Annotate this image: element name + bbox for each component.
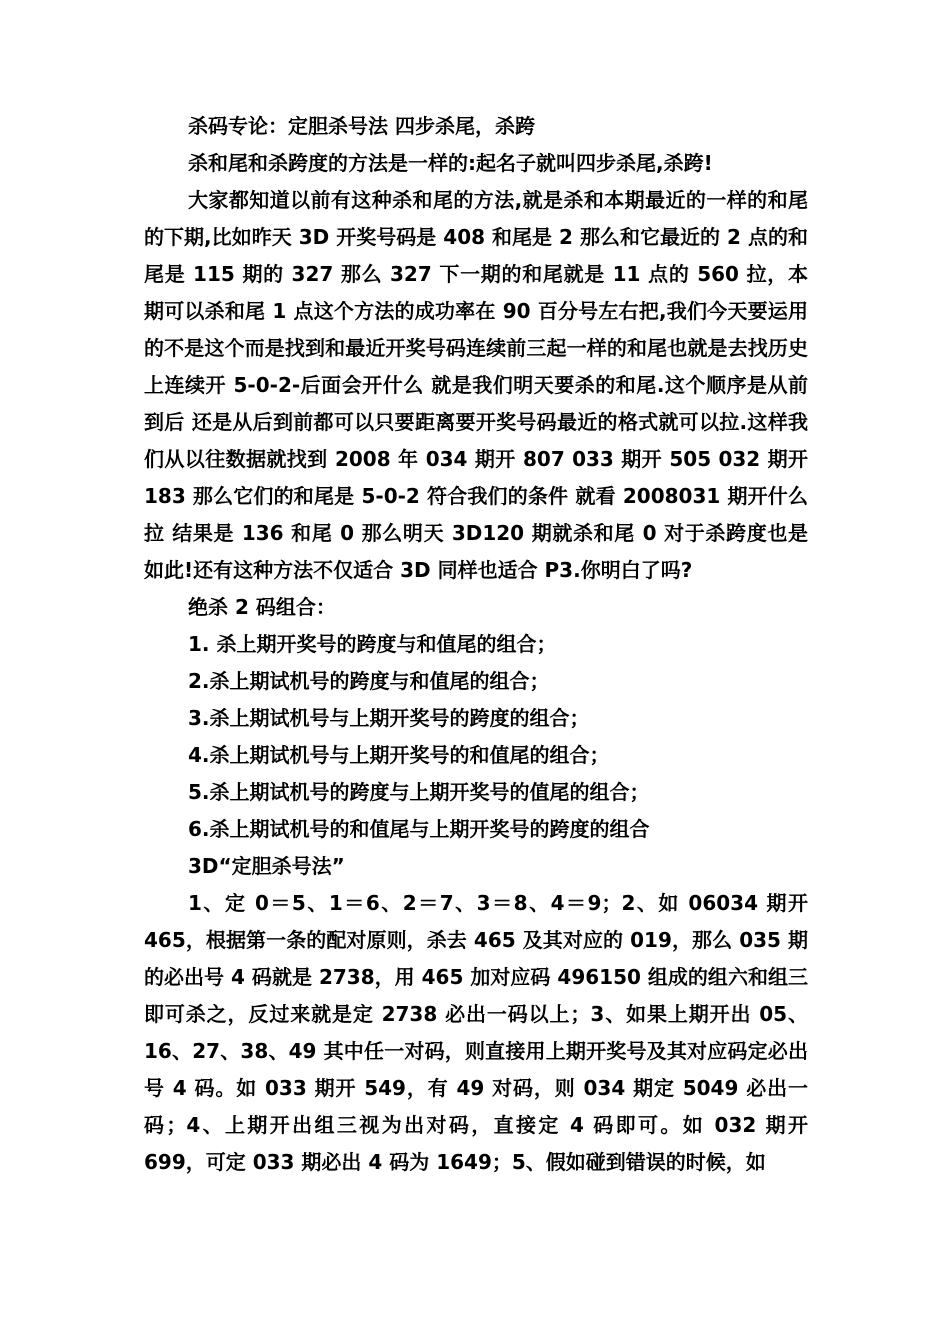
list-item: 5.杀上期试机号的跨度与上期开奖号的值尾的组合； xyxy=(188,780,650,804)
list-item: 4.杀上期试机号与上期开奖号的和值尾的组合； xyxy=(188,743,610,767)
document-title: 杀码专论：定胆杀号法 四步杀尾，杀跨 xyxy=(188,114,535,138)
document-page xyxy=(144,108,808,1181)
paragraph-method: 大家都知道以前有这种杀和尾的方法,就是杀和本期最近的一样的和尾的下期,比如昨天 3D 开奖号码是 408 和尾是 2 那么和它最近的 2 点的和尾是 115 期的 327 那么 327 下一期的和尾就是 11 点的 560 拉，本期可以杀和尾 1 点这个方法的成功率在 90 百分号左右把,我们今天要运用的不是这个而是找到和最近开奖号码连续前三起一样的和尾也就是去找历史上连续开 5-0-2-后面会开什么 就是我们明天要杀的和尾.这个顺序是从前到后 还是从后到前都可以只要距离要开奖号码最近的格式就可以拉.这样我们从以往数据就找到 2008 年 034 期开 807 033 期开 505 032 期开 183 那么它们的和尾是 5-0-2 符合我们的条件 就看 2008031 期开什么拉 结果是 136 和尾 0 那么明天 3D120 期就杀和尾 0 对于杀跨度也是如此!还有这种方法不仅适合 3D 同样也适合 P3.你明白了吗? xyxy=(144,188,808,582)
paragraph-dingdan-rules: 1、定 0＝5、1＝6、2＝7、3＝8、4＝9；2、如 06034 期开 465，根据第一条的配对原则，杀去 465 及其对应的 019，那么 035 期的必出号 4 码就是 2738，用 465 加对应码 496150 组成的组六和组三即可杀之，反过来就是定 2738 必出一码以上；3、如果上期开出 05、16、27、38、49 其中任一对码，则直接用上期开奖号及其对应码定必出号 4 码。如 033 期开 549，有 49 对码，则 034 期定 5049 必出一码；4、上期开出组三视为出对码，直接定 4 码即可。如 032 期开 699，可定 033 期必出 4 码为 1649；5、假如碰到错误的时候，如 xyxy=(144,891,808,1174)
section-heading-dingdan: 3D“定胆杀号法” xyxy=(188,854,345,878)
list-item: 1. 杀上期开奖号的跨度与和值尾的组合； xyxy=(188,632,557,656)
list-item: 2.杀上期试机号的跨度与和值尾的组合； xyxy=(188,669,550,693)
list-item: 6.杀上期试机号的和值尾与上期开奖号的跨度的组合 xyxy=(188,817,650,841)
list-item: 3.杀上期试机号与上期开奖号的跨度的组合； xyxy=(188,706,590,730)
section-heading-kill-combos: 绝杀 2 码组合： xyxy=(188,595,336,619)
paragraph-intro: 杀和尾和杀跨度的方法是一样的:起名子就叫四步杀尾,杀跨! xyxy=(188,151,713,175)
